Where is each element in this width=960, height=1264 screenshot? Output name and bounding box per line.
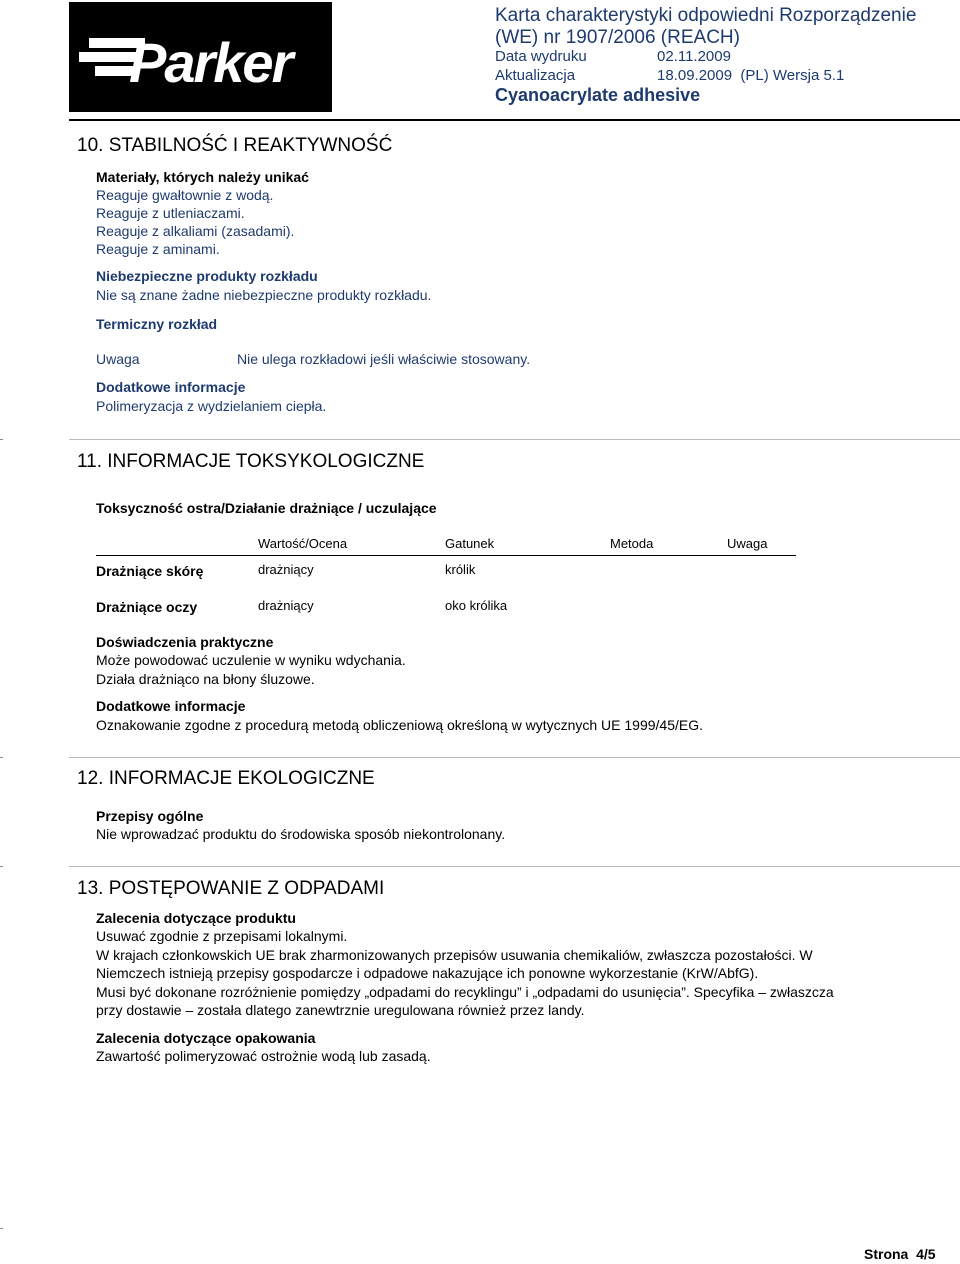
document-title-line2: (WE) nr 1907/2006 (REACH) bbox=[495, 27, 740, 48]
svg-text:Parker: Parker bbox=[129, 31, 292, 94]
page-value: 4/5 bbox=[916, 1246, 936, 1262]
parker-logo-mark bbox=[69, 2, 332, 112]
general-text: Nie wprowadzać produktu do środowiska sposób niekontrolonany. bbox=[96, 826, 506, 842]
product-line: Usuwać zgodnie z przepisami lokalnymi. bbox=[96, 928, 348, 944]
general-heading: Przepisy ogólne bbox=[96, 808, 204, 824]
materials-item: Reaguje z utleniaczami. bbox=[96, 205, 245, 221]
section13-title: 13. POSTĘPOWANIE Z ODPADAMI bbox=[77, 878, 385, 899]
additional-heading-10: Dodatkowe informacje bbox=[96, 379, 246, 395]
packaging-heading: Zalecenia dotyczące opakowania bbox=[96, 1030, 316, 1046]
materials-item: Reaguje z aminami. bbox=[96, 241, 220, 257]
table-row-label: Drażniące oczy bbox=[96, 599, 198, 615]
product-heading: Zalecenia dotyczące produktu bbox=[96, 910, 296, 926]
page-label: Strona bbox=[864, 1246, 909, 1262]
update-label: Aktualizacja bbox=[495, 67, 576, 84]
parker-logo bbox=[69, 2, 332, 112]
product-line: Niemczech istnieją przepisy gospodarcze i odpadowe nakazujące ich ponowne wykorzestanie (KrW/AbfG). bbox=[96, 965, 759, 981]
section10-title: 10. STABILNOŚĆ I REAKTYWNOŚĆ bbox=[77, 135, 393, 156]
column-header: Metoda bbox=[610, 536, 654, 551]
thermal-heading: Termiczny rozkład bbox=[96, 316, 218, 332]
section-divider bbox=[69, 757, 960, 758]
additional-text-11: Oznakowanie zgodne z procedurą metodą obliczeniową określoną w wytycznych UE 1999/45/EG. bbox=[96, 717, 703, 733]
margin-tick bbox=[0, 1228, 3, 1229]
margin-tick bbox=[0, 757, 3, 758]
table-header-rule bbox=[96, 555, 796, 556]
product-line: Musi być dokonane rozróżnienie pomiędzy „odpadami do recyklingu” i „odpadami do usunięcia”. Specyfika – zwłaszcza bbox=[96, 984, 834, 1000]
margin-tick bbox=[0, 866, 3, 867]
section12-title: 12. INFORMACJE EKOLOGICZNE bbox=[77, 768, 375, 789]
column-header: Wartość/Ocena bbox=[258, 536, 348, 551]
hazardous-text: Nie są znane żadne niebezpieczne produkty rozkładu. bbox=[96, 287, 432, 303]
packaging-text: Zawartość polimeryzować ostrożnie wodą lub zasadą. bbox=[96, 1048, 431, 1064]
header-divider bbox=[69, 119, 960, 121]
table-cell-species: królik bbox=[445, 562, 476, 577]
note-label: Uwaga bbox=[96, 351, 140, 367]
section-divider bbox=[69, 439, 960, 440]
table-cell-value: drażniący bbox=[258, 598, 314, 613]
margin-tick bbox=[0, 439, 3, 440]
update-value: 18.09.2009 (PL) Wersja 5.1 bbox=[657, 67, 845, 84]
tox-heading-text: Toksyczność ostra/Działanie drażniące / uczulające bbox=[96, 500, 437, 516]
additional-text-10: Polimeryzacja z wydzielaniem ciepła. bbox=[96, 398, 327, 414]
materials-item: Reaguje gwałtownie z wodą. bbox=[96, 187, 274, 203]
table-cell-value: drażniący bbox=[258, 562, 314, 577]
additional-heading-11: Dodatkowe informacje bbox=[96, 698, 246, 714]
section-divider bbox=[69, 866, 960, 867]
practical-line: Może powodować uczulenie w wyniku wdychania. bbox=[96, 652, 406, 668]
document-title-line1: Karta charakterystyki odpowiedni Rozporządzenie bbox=[495, 5, 917, 26]
table-cell-species: oko królika bbox=[445, 598, 508, 613]
practical-line: Działa drażniąco na błony śluzowe. bbox=[96, 671, 315, 687]
tox-heading bbox=[96, 500, 437, 516]
print-date-label: Data wydruku bbox=[495, 48, 587, 65]
practical-heading: Doświadczenia praktyczne bbox=[96, 634, 274, 650]
materials-heading: Materiały, których należy unikać bbox=[96, 169, 309, 185]
hazardous-heading: Niebezpieczne produkty rozkładu bbox=[96, 268, 318, 284]
column-header: Gatunek bbox=[445, 536, 495, 551]
materials-item: Reaguje z alkaliami (zasadami). bbox=[96, 223, 295, 239]
table-row-label: Drażniące skórę bbox=[96, 563, 204, 579]
column-header: Uwaga bbox=[727, 536, 768, 551]
note-text: Nie ulega rozkładowi jeśli właściwie stosowany. bbox=[237, 351, 531, 367]
product-line: przy dostawie – została dlatego zanewtrznie uregulowana również przez landy. bbox=[96, 1002, 585, 1018]
product-line: W krajach członkowskich UE brak zharmonizowanych przepisów usuwania chemikaliów, zwłaszcza pozostałości. W bbox=[96, 947, 813, 963]
section11-title: 11. INFORMACJE TOKSYKOLOGICZNE bbox=[77, 451, 425, 472]
product-name: Cyanoacrylate adhesive bbox=[495, 85, 701, 105]
print-date-value: 02.11.2009 bbox=[657, 48, 731, 65]
page-number bbox=[864, 1246, 936, 1262]
